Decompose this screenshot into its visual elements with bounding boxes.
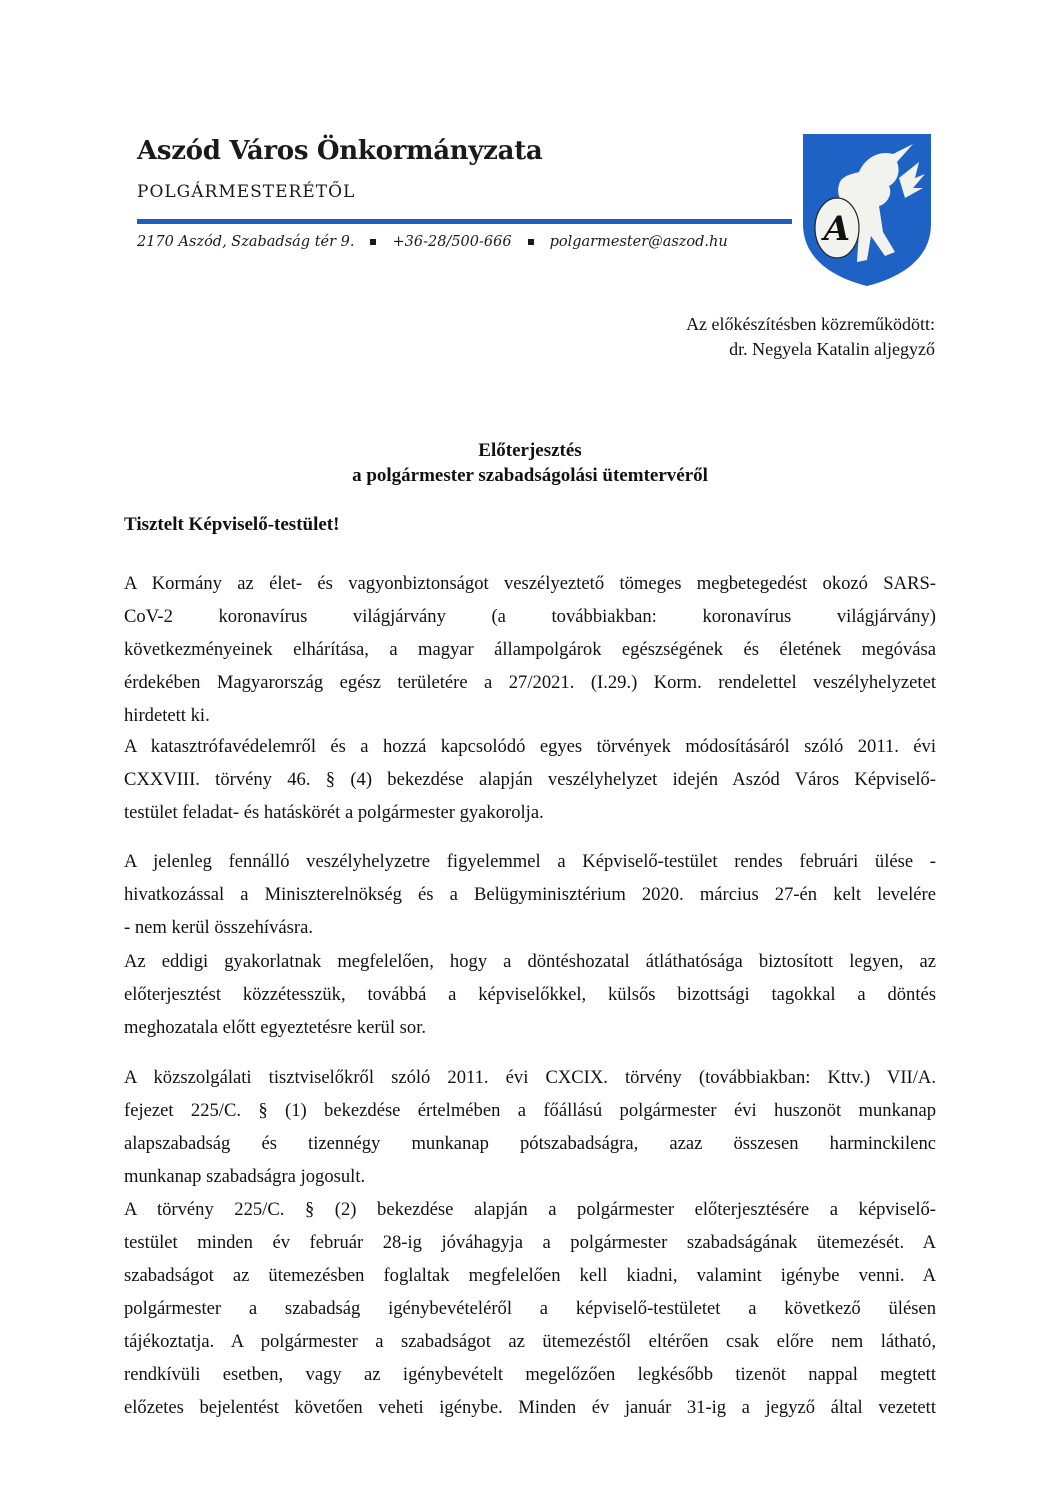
paragraph-line: fejezet 225/C. § (1) bekezdése értelmében a főállású polgármester évi huszonöt munkanap — [124, 1100, 936, 1121]
document-subtitle: a polgármester szabadságolási ütemtervéről — [352, 465, 708, 486]
contact-line — [137, 234, 728, 250]
preparation-note — [686, 312, 935, 362]
paragraph-line: A közszolgálati tisztviselőkről szóló 2011. évi CXCIX. törvény (továbbiakban: Kttv.) VII/A. — [124, 1067, 936, 1088]
paragraph — [124, 945, 936, 1044]
paragraph-line: testület feladat- és hatáskörét a polgármester gyakorolja. — [124, 802, 544, 823]
paragraph-line: A törvény 225/C. § (2) bekezdése alapján a polgármester előterjesztésére a képviselő- — [124, 1199, 936, 1220]
paragraph-line: polgármester a szabadság igénybevételéről a képviselő-testületet a következő ülésen — [124, 1298, 936, 1319]
paragraph-line: előzetes bejelentést követően veheti igénybe. Minden év január 31-ig a jegyző által vezetett — [124, 1397, 936, 1418]
address: 2170 Aszód, Szabadság tér 9. — [137, 234, 355, 250]
paragraph-line: szabadságot az ütemezésben foglaltak megfelelően kell kiadni, valamint igénybe venni. A — [124, 1265, 936, 1286]
unicorn-coat-of-arms-icon — [801, 132, 933, 288]
paragraph-line: testület minden év február 28-ig jóváhagyja a polgármester szabadságának ütemezését. A — [124, 1232, 936, 1253]
paragraph-line: hirdetett ki. — [124, 705, 210, 726]
paragraph-line: CoV-2 koronavírus világjárvány (a továbbiakban: koronavírus világjárvány) — [124, 606, 936, 627]
paragraph — [124, 845, 936, 944]
paragraph-line: hivatkozással a Miniszterelnökség és a Belügyminisztérium 2020. március 27-én kelt levelére — [124, 884, 936, 905]
paragraph-line: Az eddigi gyakorlatnak megfelelően, hogy a döntéshozatal átláthatósága biztosított legyen, az — [124, 951, 936, 972]
bullet-separator — [528, 239, 534, 245]
paragraph-line: A katasztrófavédelemről és a hozzá kapcsolódó egyes törvények módosításáról szóló 2011. évi — [124, 736, 936, 757]
paragraph — [124, 567, 936, 732]
paragraph-line: meghozatala előtt egyeztetésre kerül sor. — [124, 1017, 427, 1038]
preparation-person: dr. Negyela Katalin aljegyző — [729, 339, 935, 359]
paragraph-line: - nem kerül összehívásra. — [124, 917, 313, 938]
paragraph-line: munkanap szabadságra jogosult. — [124, 1166, 366, 1187]
paragraph-line: következményeinek elhárítása, a magyar állampolgárok egészségének és életének megóvása — [124, 639, 936, 660]
paragraph-line: tájékoztatja. A polgármester a szabadságot az ütemezéstől eltérően csak előre nem látható, — [124, 1331, 936, 1352]
header-divider — [137, 219, 792, 224]
paragraph — [124, 1061, 936, 1193]
paragraph-line: A jelenleg fennálló veszélyhelyzetre figyelemmel a Képviselő-testület rendes februári ülése - — [124, 851, 936, 872]
paragraph — [124, 1193, 936, 1424]
preparation-label: Az előkészítésben közreműködött: — [686, 314, 935, 334]
department-name: POLGÁRMESTERÉTŐL — [137, 182, 356, 202]
svg-text:A: A — [823, 209, 851, 249]
paragraph-line: CXXVIII. törvény 46. § (4) bekezdése alapján veszélyhelyzet idején Aszód Város Képviselő- — [124, 769, 936, 790]
paragraph — [124, 730, 936, 829]
paragraph-line: rendkívüli esetben, vagy az igénybevételt megelőzően legkésőbb tizenöt nappal megtett — [124, 1364, 936, 1385]
document-title: Előterjesztés — [478, 440, 582, 461]
phone: +36-28/500-666 — [392, 234, 512, 250]
salutation: Tisztelt Képviselő-testület! — [124, 514, 340, 535]
paragraph-line: érdekében Magyarország egész területére a 27/2021. (I.29.) Korm. rendelettel veszélyhelyzetet — [124, 672, 936, 693]
paragraph-line: A Kormány az élet- és vagyonbiztonságot veszélyeztető tömeges megbetegedést okozó SARS- — [124, 573, 936, 594]
organization-name: Aszód Város Önkormányzata — [137, 136, 543, 166]
paragraph-line: előterjesztést közzétesszük, továbbá a képviselőkkel, külsős bizottsági tagokkal a döntés — [124, 984, 936, 1005]
email-link[interactable]: polgarmester@aszod.hu — [549, 234, 728, 250]
bullet-separator — [370, 239, 376, 245]
paragraph-line: alapszabadság és tizennégy munkanap pótszabadságra, azaz összesen harminckilenc — [124, 1133, 936, 1154]
